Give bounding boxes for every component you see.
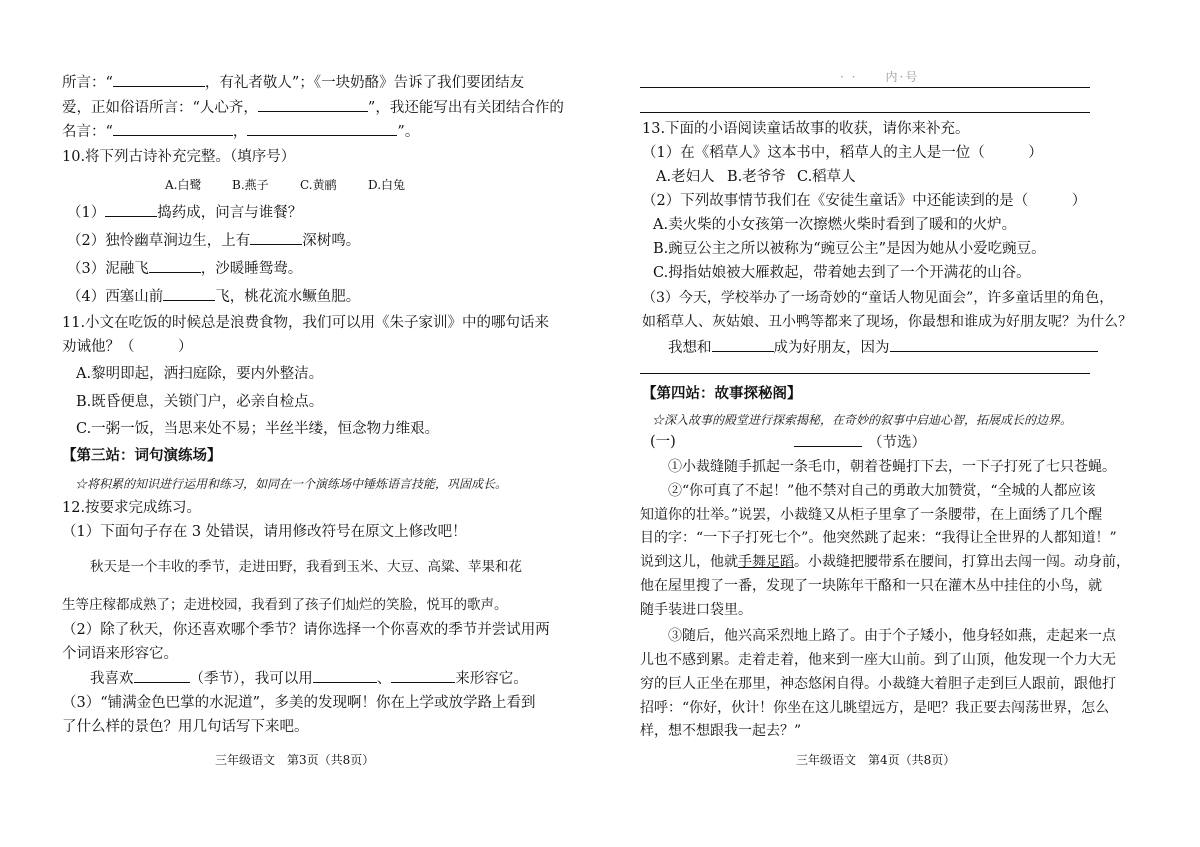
- item-text: 飞，桃花流水鳜鱼肥。: [215, 289, 361, 305]
- q9-text: ”，我还能写出有关团结合作的: [367, 100, 564, 116]
- q13-2-option-c: C.拇指姑娘被大雁救起，带着她去到了一个开满花的山谷。: [653, 265, 1031, 281]
- right-page: [600, 0, 1200, 847]
- station-4-intro: ☆深入故事的殿堂进行探索揭秘，在奇妙的叙事中启迪心智，拓展成长的边界。: [652, 413, 1073, 427]
- q10-option-b: B.燕子: [232, 178, 269, 192]
- q13-1-option-c: C.稻草人: [797, 169, 856, 185]
- page-footer-right: 三年级语文 第4页（共8页）: [796, 753, 956, 767]
- q9-text: 爱，正如俗语所言：“人心齐，: [62, 100, 258, 116]
- reading-title: [794, 432, 926, 453]
- q12-part-2-fill: [90, 668, 528, 689]
- station-4-heading: 【第四站：故事探秘阁】: [642, 385, 802, 402]
- fill-blank[interactable]: [313, 668, 377, 683]
- title-blank[interactable]: [794, 432, 862, 447]
- story-line: ③随后，他兴高采烈地上路了。由于个子矮小，他身轻如燕，走起来一点: [668, 628, 1116, 644]
- item-text: （2）独怜幽草涧边生，上有: [67, 233, 251, 249]
- q9-line-2: [62, 97, 564, 118]
- fill-blank[interactable]: [712, 337, 774, 352]
- answer-line[interactable]: [640, 373, 1090, 374]
- fill-text: 我喜欢: [90, 671, 134, 687]
- page-footer-left: 三年级语文 第3页（共8页）: [215, 753, 375, 767]
- q11-option-a: A.黎明即起，洒扫庭除，要内外整洁。: [76, 366, 324, 382]
- story-line: 随手装进口袋里。: [640, 602, 752, 618]
- fill-blank[interactable]: [250, 230, 302, 245]
- section-number: (一): [650, 434, 676, 450]
- q9-text: ”。: [397, 124, 420, 140]
- story-line: 招呼：“你好，伙计！你坐在这儿眺望远方，是吧？我正要去闯荡世界，怎么: [640, 700, 1110, 716]
- fill-blank[interactable]: [149, 258, 201, 273]
- fill-blank[interactable]: [113, 72, 205, 87]
- story-line: 目的字：“一下子打死七个”。他突然跳了起来：“我得让全世界的人都知道！”: [640, 530, 1117, 546]
- q13-part-1: （1）在《稻草人》这本书中，稻草人的主人是一位（ ）: [642, 145, 1043, 161]
- q11-line-1: 11.小文在吃饭的时候总是浪费食物，我们可以用《朱子家训》中的哪句话来: [62, 315, 550, 331]
- q12-sentence-line-1: 秋天是一个丰收的季节，走进田野，我看到玉米、大豆、高粱、苹果和花: [90, 559, 522, 575]
- q13-part-3-line-2: 如稻草人、灰姑娘、丑小鸭等都来了现场，你最想和谁成为好朋友呢？为什么？: [642, 314, 1132, 330]
- story-text: 。小裁缝把腰带系在腰间，打算出去闯一闯。动身前，: [794, 554, 1130, 570]
- q12-part-3-line-1: （3）“铺满金色巴掌的水泥道”，多美的发现啊！你在上学或放学路上看到: [62, 695, 536, 711]
- fill-blank[interactable]: [113, 121, 233, 136]
- item-text: （4）西塞山前: [67, 289, 164, 305]
- q9-line-1: [62, 72, 524, 93]
- station-3-intro: ☆将积累的知识进行运用和练习，如同在一个演练场中锤炼语言技能，巩固成长。: [75, 477, 508, 491]
- item-text: ，沙暖睡鸳鸯。: [200, 261, 303, 277]
- fill-blank[interactable]: [134, 668, 190, 683]
- q10-item-3: [67, 258, 302, 279]
- story-line: 他在屋里搜了一番，发现了一块陈年干酪和一只在灌木丛中挂住的小鸟，就: [640, 578, 1102, 594]
- q10-item-1: [67, 202, 302, 223]
- answer-line[interactable]: [640, 112, 1090, 113]
- q12-part-3-line-2: 了什么样的景色？用几句话写下来吧。: [62, 719, 309, 735]
- q13-1-option-b: B.老爷爷: [727, 169, 786, 185]
- fill-blank[interactable]: [258, 97, 368, 112]
- story-line: ②“你可真了不起！”他不禁对自己的勇敢大加赞赏，“全城的人都应该: [668, 483, 1096, 499]
- fill-blank[interactable]: [163, 286, 215, 301]
- q13-part-3-fill: [668, 337, 1098, 358]
- answer-line[interactable]: [640, 87, 1090, 88]
- q12-part-1: （1）下面句子存在 3 处错误，请用修改符号在原文上修改吧！: [62, 524, 467, 540]
- fill-blank[interactable]: [391, 668, 455, 683]
- fill-text: 、: [376, 671, 392, 687]
- fill-blank[interactable]: [890, 337, 1098, 352]
- q10-item-2: [67, 230, 360, 251]
- q13-title: 13.下面的小语阅读童话故事的收获，请你来补充。: [642, 121, 970, 137]
- q10-item-4: [67, 286, 360, 307]
- story-line: ①小裁缝随手抓起一条毛巾，朝着苍蝇打下去，一下子打死了七只苍蝇。: [668, 459, 1116, 475]
- story-text: 说到这儿，他就: [640, 554, 738, 570]
- q13-2-option-b: B.豌豆公主之所以被称为“豌豆公主”是因为她从小爱吃豌豆。: [653, 241, 1046, 257]
- q11-option-b: B.既昏便息，关锁门户，必亲自检点。: [76, 394, 324, 410]
- story-line: 穷的巨人正坐在那里，神态悠闲自得。小裁缝大着胆子走到巨人跟前，跟他打: [640, 676, 1116, 692]
- story-line: 样，想不想跟我一起去？”: [640, 723, 802, 739]
- q10-title: 10.将下列古诗补充完整。（填序号）: [62, 149, 296, 165]
- item-text: （3）泥融飞: [67, 261, 149, 277]
- fill-text: （季节），我可以用: [189, 671, 313, 687]
- fill-blank[interactable]: [247, 121, 397, 136]
- q10-option-c: C.黄鹂: [300, 178, 337, 192]
- q9-text: ，: [232, 124, 248, 140]
- reading-section: [650, 432, 676, 452]
- station-3-heading: 【第三站：词句演练场】: [62, 447, 222, 464]
- fill-blank[interactable]: [105, 202, 157, 217]
- q13-part-3-line-1: （3）今天，学校举办了一场奇妙的“童话人物见面会”，许多童话里的角色，: [642, 290, 1114, 306]
- q13-1-option-a: A.老妇人: [656, 169, 715, 185]
- q9-text: 名言：“: [62, 124, 113, 140]
- item-text: 深树鸣。: [302, 233, 361, 249]
- q10-option-a: A.白鹭: [165, 178, 202, 192]
- q12-part-2-line-1: （2）除了秋天，你还喜欢哪个季节？请你选择一个你喜欢的季节并尝试用两: [62, 622, 550, 638]
- q10-option-d: D.白兔: [368, 178, 406, 192]
- q9-line-3: [62, 121, 419, 142]
- item-text: （1）: [67, 205, 106, 221]
- q12-title: 12.按要求完成练习。: [62, 500, 202, 516]
- story-line: 儿也不感到累。走着走着，他来到一座大山前。到了山顶，他发现一个力大无: [640, 652, 1116, 668]
- q13-2-option-a: A.卖火柴的小女孩第一次擦燃火柴时看到了暖和的火炉。: [653, 217, 1017, 233]
- scan-mark: · · 内·号: [840, 70, 920, 84]
- q9-text: 所言：“: [62, 75, 113, 91]
- q11-option-c: C.一粥一饭，当思来处不易；半丝半缕，恒念物力维艰。: [76, 421, 440, 437]
- q12-sentence-line-2: 生等庄稼都成熟了；走进校园，我看到了孩子们灿烂的笑脸，悦耳的歌声。: [62, 597, 508, 613]
- fill-text: 我想和: [668, 340, 712, 356]
- story-line: [640, 552, 1130, 572]
- story-line: 知道你的壮举。”说罢，小裁缝又从柜子里拿了一条腰带，在上面绣了几个醒: [640, 507, 1103, 523]
- q11-line-2: 劝诫他？（ ）: [62, 339, 193, 355]
- q12-part-2-line-2: 个词语来形容它。: [62, 646, 178, 662]
- q13-part-2: （2）下列故事情节我们在《安徒生童话》中还能读到的是（ ）: [642, 193, 1087, 209]
- fill-text: 来形容它。: [455, 671, 528, 687]
- item-text: 捣药成，问言与谁餐？: [157, 205, 303, 221]
- section-suffix: （节选）: [868, 435, 926, 451]
- underlined-phrase: 手舞足蹈: [738, 554, 794, 570]
- fill-text: 成为好朋友，因为: [773, 340, 890, 356]
- q9-text: ，有礼者敬人”；《一块奶酪》告诉了我们要团结友: [204, 75, 525, 91]
